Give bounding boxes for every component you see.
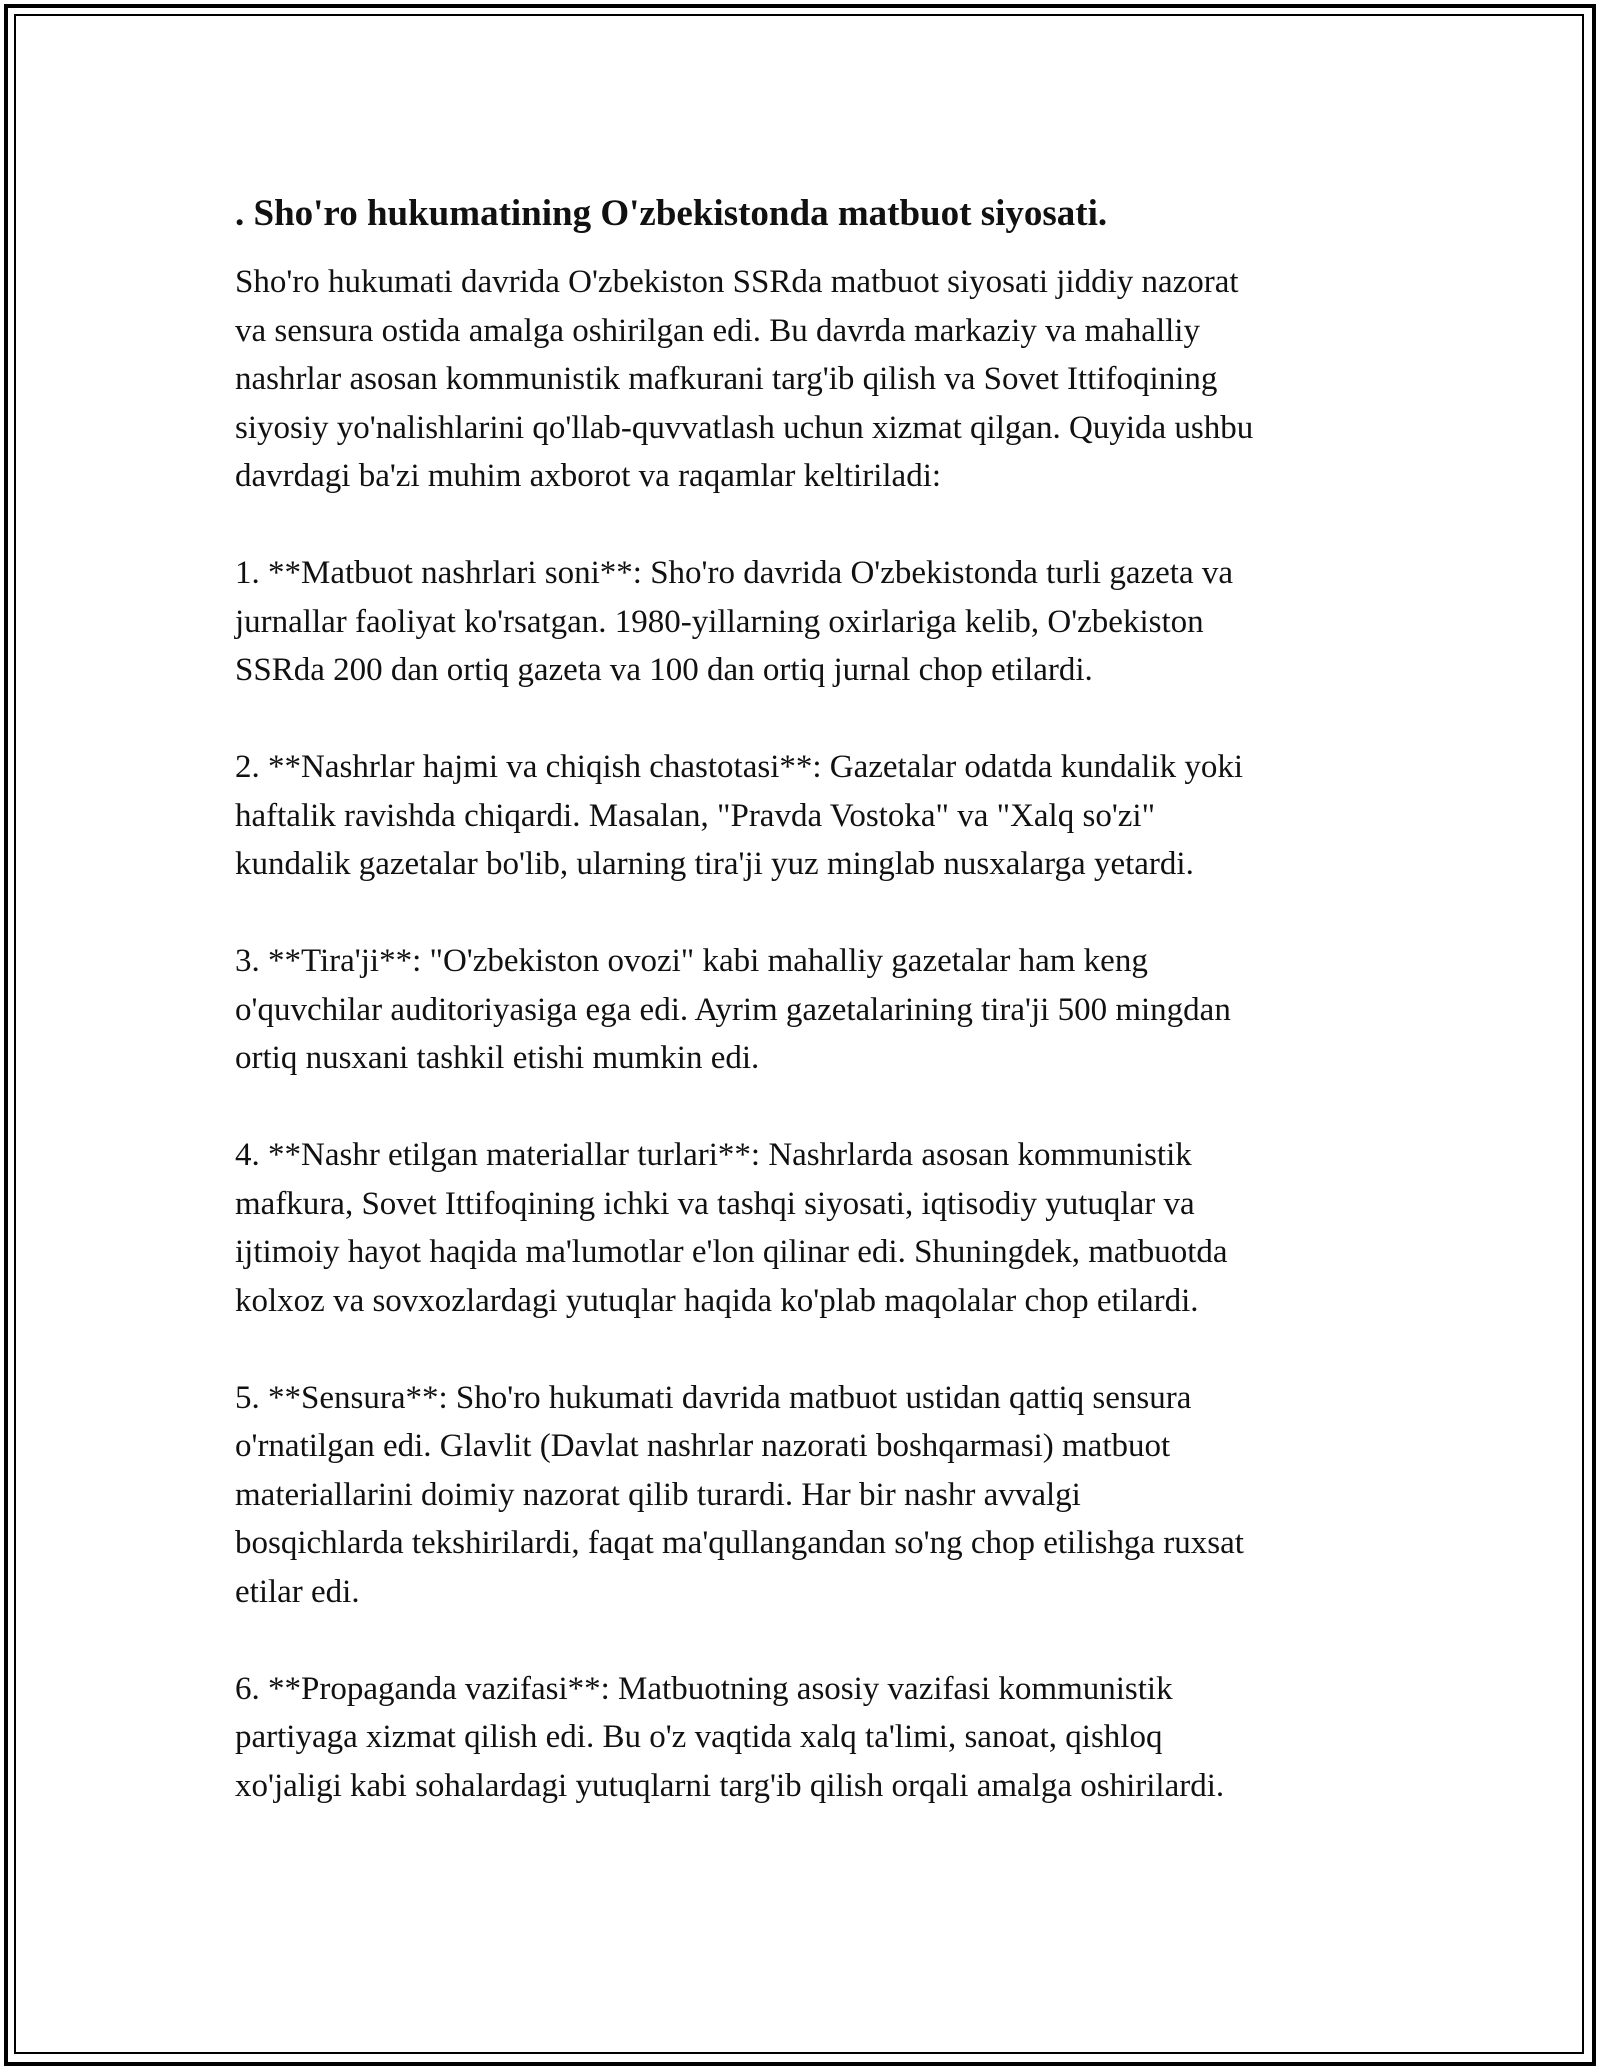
list-item-1: 1. **Matbuot nashrlari soni**: Sho'ro davrida O'zbekistonda turli gazeta va jurnallar faoliyat ko'rsatgan. 1980-yillarning oxirlariga kelib, O'zbekiston SSRda 200 dan ortiq gazeta va 100 dan ortiq jurnal chop etilardi. [235, 555, 1233, 688]
list-item-3: 3. **Tira'ji**: "O'zbekiston ovozi" kabi mahalliy gazetalar ham keng o'quvchilar auditoriyasiga ega edi. Ayrim gazetalarining tira'ji 500 mingdan ortiq nusxani tashkil etishi mumkin edi. [235, 943, 1231, 1076]
list-item-6: 6. **Propaganda vazifasi**: Matbuotning asosiy vazifasi kommunistik partiyaga xizmat qilish edi. Bu o'z vaqtida xalq ta'limi, sanoat, qishloq xo'jaligi kabi sohalardagi yutuqlarni targ'ib qilish orqali amalga oshirilardi. [235, 1670, 1225, 1804]
list-item-5: 5. **Sensura**: Sho'ro hukumati davrida matbuot ustidan qattiq sensura o'rnatilgan edi. Glavlit (Davlat nashrlar nazorati boshqarmasi) matbuot materiallarini doimiy nazorat qilib turardi. Har bir nashr avvalgi bosqichlarda tekshirilardi, faqat ma'qullangandan so'ng chop etilishga ruxsat etilar edi. [235, 1379, 1244, 1610]
document-body [235, 188, 1385, 1859]
intro-paragraph: Sho'ro hukumati davrida O'zbekiston SSRda matbuot siyosati jiddiy nazorat va sensura ostida amalga oshirilgan edi. Bu davrda markaziy va mahalliy nashrlar asosan kommunistik mafkurani targ'ib qilish va Sovet Ittifoqining siyosiy yo'nalishlarini qo'llab-quvvatlash uchun xizmat qilgan. Quyida ushbu davrdagi ba'zi muhim axborot va raqamlar keltiriladi: [235, 264, 1254, 494]
list-item-4: 4. **Nashr etilgan materiallar turlari**: Nashrlarda asosan kommunistik mafkura, Sovet Ittifoqining ichki va tashqi siyosati, iqtisodiy yutuqlar va ijtimoiy hayot haqida ma'lumotlar e'lon qilinar edi. Shuningdek, matbuotda kolxoz va sovxozlardagi yutuqlar haqida ko'plab maqolalar chop etilardi. [235, 1137, 1228, 1319]
document-title: . Sho'ro hukumatining O'zbekistonda matbuot siyosati. [235, 193, 1108, 234]
list-item-2: 2. **Nashrlar hajmi va chiqish chastotasi**: Gazetalar odatda kundalik yoki haftalik ravishda chiqardi. Masalan, "Pravda Vostoka" va "Xalq so'zi" kundalik gazetalar bo'lib, ularning tira'ji yuz minglab nusxalarga yetardi. [235, 749, 1244, 882]
